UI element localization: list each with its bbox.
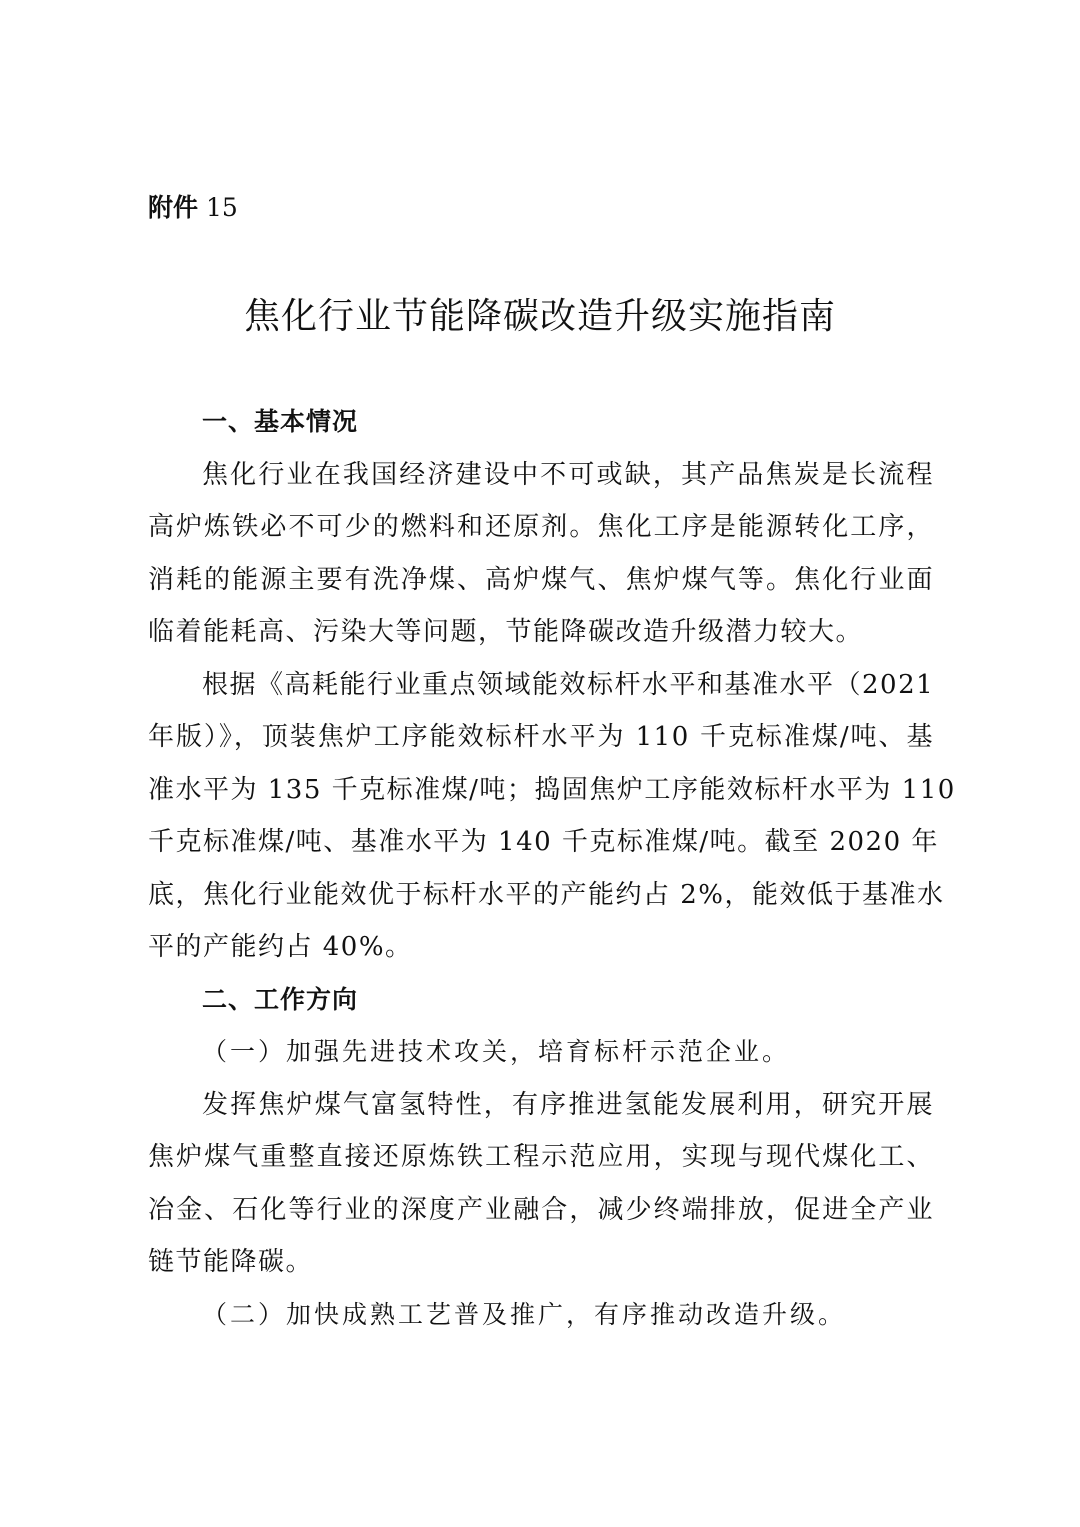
- paragraph-line: 冶金、石化等行业的深度产业融合，减少终端排放，促进全产业: [148, 1194, 934, 1225]
- section-2-heading: 二、工作方向: [202, 984, 359, 1014]
- paragraph-line: 发挥焦炉煤气富氢特性，有序推进氢能发展利用，研究开展: [202, 1089, 934, 1120]
- paragraph-line: 准水平为 135 千克标准煤/吨；捣固焦炉工序能效标杆水平为 110: [148, 774, 956, 805]
- section-1-paragraph-2: [148, 659, 956, 974]
- attachment-label: [148, 190, 238, 226]
- attachment-number: 15: [205, 193, 238, 222]
- section-1-heading: 一、基本情况: [202, 407, 359, 436]
- paragraph-line: 临着能耗高、污染大等问题，节能降碳改造升级潜力较大。: [148, 617, 864, 647]
- document-body: [148, 396, 956, 1341]
- paragraph-line: 千克标准煤/吨、基准水平为 140 千克标准煤/吨。截至 2020 年: [148, 827, 939, 857]
- paragraph-line: 消耗的能源主要有洗净煤、高炉煤气、焦炉煤气等。焦化行业面: [148, 564, 934, 595]
- paragraph-line: 高炉炼铁必不可少的燃料和还原剂。焦化工序是能源转化工序，: [148, 512, 934, 542]
- paragraph-line: 平的产能约占 40%。: [148, 932, 413, 962]
- paragraph-line: 年版）》，顶装焦炉工序能效标杆水平为 110 千克标准煤/吨、基: [148, 722, 934, 752]
- attachment-label-text: 附件: [148, 193, 199, 222]
- paragraph-line: 焦化行业在我国经济建设中不可或缺，其产品焦炭是长流程: [202, 459, 934, 490]
- section-1-paragraph-1: [148, 449, 934, 659]
- document-title: 焦化行业节能降碳改造升级实施指南: [243, 296, 836, 337]
- paragraph-line: 根据《高耗能行业重点领域能效标杆水平和基准水平（2021: [202, 669, 935, 700]
- paragraph-line: 焦炉煤气重整直接还原炼铁工程示范应用，实现与现代煤化工、: [148, 1142, 934, 1172]
- subsection-1-paragraph: [148, 1079, 934, 1289]
- paragraph-line: 底，焦化行业能效优于标杆水平的产能约占 2%，能效低于基准水: [148, 879, 945, 910]
- paragraph-line: 链节能降碳。: [148, 1247, 314, 1277]
- subsection-1-heading: （一）加强先进技术攻关，培育标杆示范企业。: [202, 1037, 791, 1066]
- subsection-2-heading: （二）加快成熟工艺普及推广，有序推动改造升级。: [202, 1299, 847, 1329]
